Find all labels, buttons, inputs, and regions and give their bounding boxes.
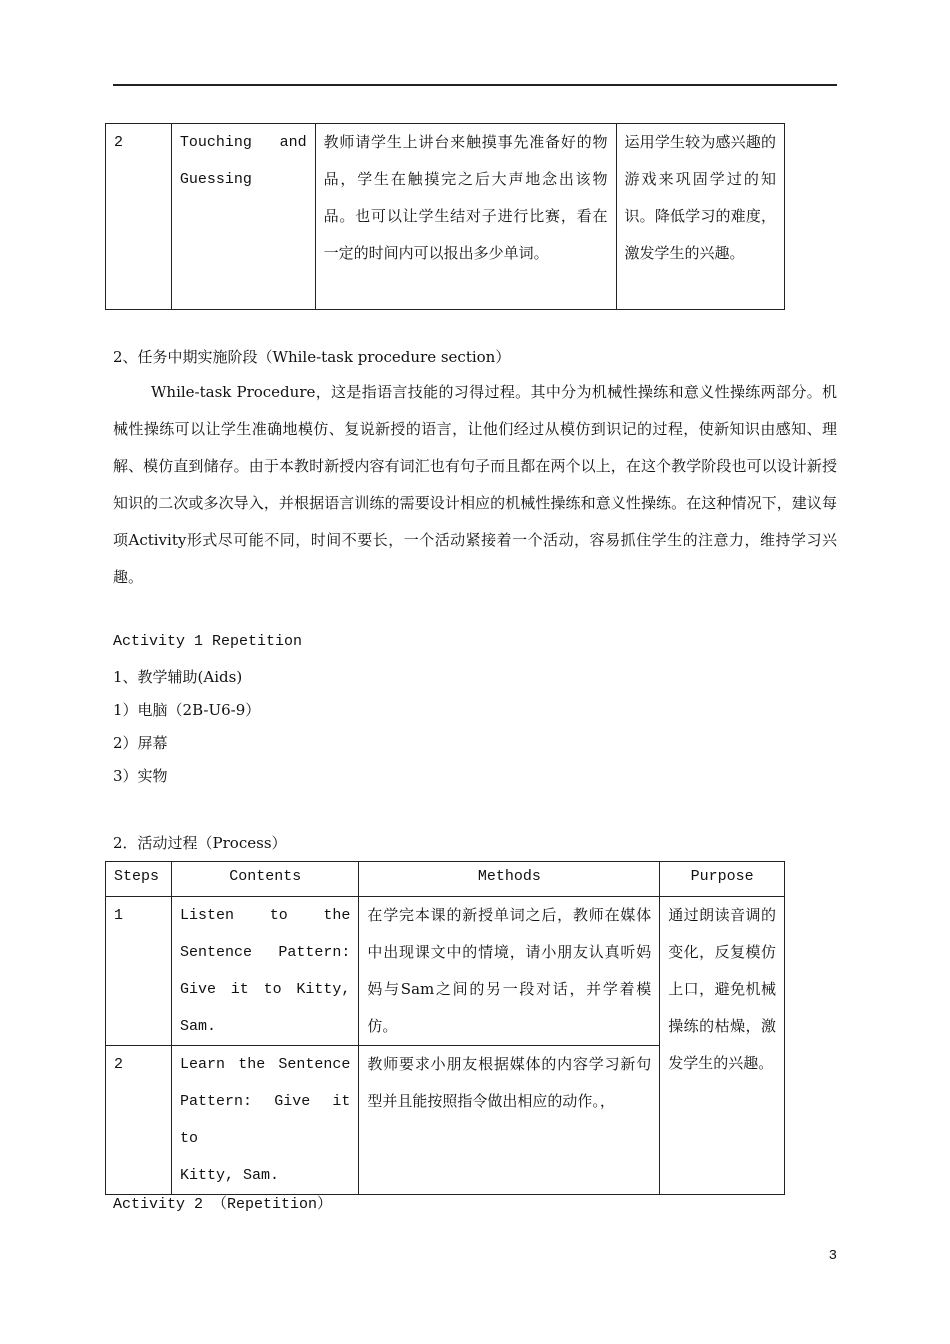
contents-line: Listen to the xyxy=(179,907,351,924)
header-purpose: Purpose xyxy=(660,862,785,897)
contents-line: Guessing xyxy=(179,171,252,188)
activity-table-2 xyxy=(105,861,785,1195)
process-heading: 2．活动过程（Process） xyxy=(113,834,287,852)
step-cell: 1 xyxy=(106,897,172,1046)
methods-cell xyxy=(315,124,616,310)
table-header-row xyxy=(106,862,785,897)
header-methods: Methods xyxy=(359,862,660,897)
header-steps: Steps xyxy=(106,862,172,897)
page-number: 3 xyxy=(828,1248,837,1264)
methods-cell xyxy=(359,897,660,1046)
methods-text: 在学完本课的新授单词之后，教师在媒体中出现课文中的情境，请小朋友认真听妈妈与Sam之间的另一段对话，并学着模仿。 xyxy=(367,906,652,1035)
activity-2-title: Activity 2 （Repetition） xyxy=(113,1196,333,1213)
contents-line: Sam. xyxy=(179,1018,216,1035)
purpose-cell xyxy=(616,124,785,310)
activity-table-1 xyxy=(105,123,785,310)
contents-cell xyxy=(171,897,358,1046)
step-cell: 2 xyxy=(106,124,172,310)
contents-line: Kitty, Sam. xyxy=(179,1167,279,1184)
purpose-cell xyxy=(660,897,785,1195)
contents-line: Touching and xyxy=(179,134,307,151)
step-cell: 2 xyxy=(106,1046,172,1195)
contents-cell xyxy=(171,1046,358,1195)
contents-line: Pattern: Give it to xyxy=(179,1093,351,1147)
purpose-text: 运用学生较为感兴趣的游戏来巩固学过的知识。降低学习的难度，激发学生的兴趣。 xyxy=(624,133,776,262)
methods-cell xyxy=(359,1046,660,1195)
contents-cell xyxy=(171,124,315,310)
contents-line: Sentence Pattern: xyxy=(179,944,351,961)
section-paragraph xyxy=(113,374,837,596)
contents-line: Give it to Kitty, xyxy=(179,981,351,998)
aid-item: 3）实物 xyxy=(113,767,168,785)
activity-1-title: Activity 1 Repetition xyxy=(113,633,303,650)
table-row xyxy=(106,124,785,310)
header-rule xyxy=(113,84,837,86)
purpose-text: 通过朗读音调的变化，反复模仿上口，避免机械操练的枯燥，激发学生的兴趣。 xyxy=(668,906,776,1072)
aid-item: 1）电脑（2B-U6-9） xyxy=(113,701,261,719)
header-contents: Contents xyxy=(171,862,358,897)
aid-item: 2）屏幕 xyxy=(113,734,168,752)
contents-line: Learn the Sentence xyxy=(179,1056,351,1073)
section-heading: 2、任务中期实施阶段（While-task procedure section） xyxy=(113,348,511,366)
aids-heading: 1、教学辅助(Aids) xyxy=(113,668,243,686)
methods-text: 教师请学生上讲台来触摸事先准备好的物品，学生在触摸完之后大声地念出该物品。也可以让学生结对子进行比赛，看在一定的时间内可以报出多少单词。 xyxy=(323,133,608,262)
paragraph-text: While-task Procedure，这是指语言技能的习得过程。其中分为机械性操练和意义性操练两部分。机械性操练可以让学生准确地模仿、复说新授的语言，让他们经过从模仿到识记的过程，使新知识由感知、理解、模仿直到储存。由于本教时新授内容有词汇也有句子而且都在两个以上，在这个教学阶段也可以设计新授知识的二次或多次导入，并根据语言训练的需要设计相应的机械性操练和意义性操练。在这种情况下，建议每项Activity形式尽可能不同，时间不要长，一个活动紧接着一个活动，容易抓住学生的注意力，维持学习兴趣。 xyxy=(113,383,837,586)
table-row xyxy=(106,897,785,1046)
methods-text: 教师要求小朋友根据媒体的内容学习新句型并且能按照指令做出相应的动作。， xyxy=(367,1055,652,1110)
